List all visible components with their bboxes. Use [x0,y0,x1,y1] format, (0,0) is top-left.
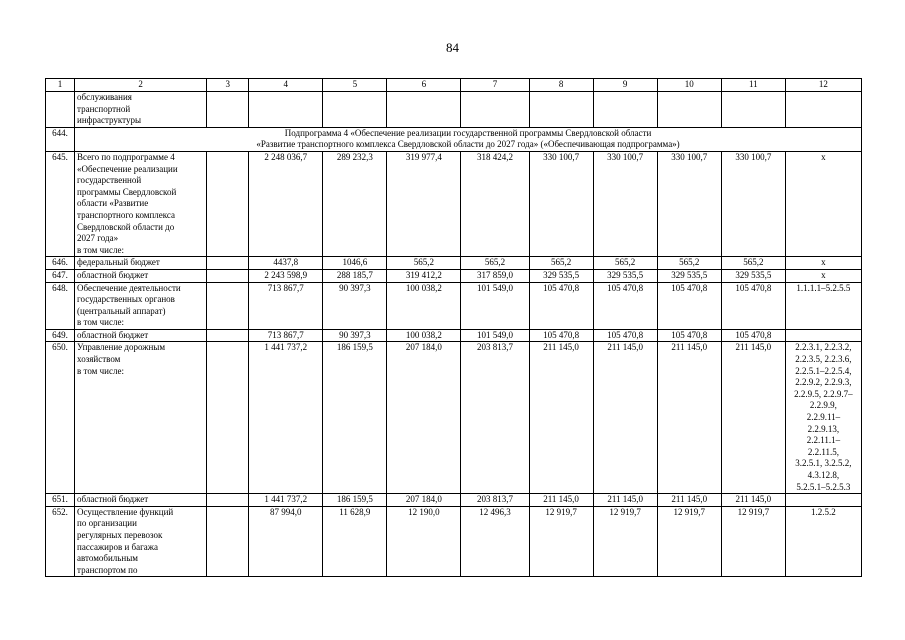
row-name-cell [75,282,207,329]
empty-cell [249,92,323,128]
column-3-cell [207,342,249,494]
column-number-header [46,79,862,92]
name-line: Свердловской области до [77,221,175,232]
table-row [46,269,862,282]
header-cell: 9 [593,79,657,92]
budget-table [45,78,862,577]
target-line: 2.2.9.5, 2.2.9.7– [794,388,853,399]
target-indicator-cell [785,329,861,342]
header-cell: 8 [529,79,593,92]
amount-cell: 330 100,7 [529,151,593,256]
name-line: областной бюджет [77,494,149,505]
amount-cell: 713 867,7 [249,329,323,342]
amount-cell: 101 549,0 [461,282,529,329]
amount-cell: 105 470,8 [593,282,657,329]
target-indicator-cell [785,282,861,329]
amount-cell: 1 441 737,2 [249,494,323,507]
target-line: 2.2.11.1– [806,435,841,446]
amount-cell: 101 549,0 [461,329,529,342]
amount-cell: 100 038,2 [387,329,461,342]
column-3-cell [207,329,249,342]
subprogram-title-line: «Развитие транспортного комплекса Свердловской области до 2027 года» («Обеспечивающая подпрограмма») [256,139,680,150]
column-3-cell [207,506,249,577]
header-cell: 4 [249,79,323,92]
target-line: 4.3.12.8, [807,470,840,480]
amount-cell: 330 100,7 [593,151,657,256]
amount-cell: 203 813,7 [461,494,529,507]
amount-cell: 105 470,8 [721,282,785,329]
amount-cell: 565,2 [721,257,785,270]
amount-cell: 211 145,0 [593,494,657,507]
target-line: 2.2.9.13, [807,423,840,434]
amount-cell: 12 919,7 [593,506,657,577]
name-line: пассажиров и багажа [77,541,159,552]
amount-cell: 330 100,7 [721,151,785,256]
amount-cell: 329 535,5 [593,269,657,282]
amount-cell: 565,2 [593,257,657,270]
amount-cell: 211 145,0 [529,494,593,507]
target-indicator-cell [785,506,861,577]
column-3-cell [207,282,249,329]
column-3-cell [207,151,249,256]
continuation-row [46,92,862,128]
name-line: программы Свердловской [77,186,177,197]
empty-cell [657,92,721,128]
table-row [46,494,862,507]
name-line: областной бюджет [77,269,149,280]
target-indicator-cell [785,269,861,282]
header-cell: 1 [46,79,75,92]
row-name-cell [75,329,207,342]
header-cell: 5 [323,79,387,92]
header-cell: 12 [785,79,861,92]
amount-cell: 329 535,5 [721,269,785,282]
row-number-cell: 649. [46,329,75,342]
subprogram-title [75,127,862,151]
row-number-cell: 647. [46,269,75,282]
empty-cell [207,92,249,128]
name-line: обслуживания [77,92,132,102]
name-line: в том числе: [77,365,124,376]
table-row [46,342,862,494]
target-line: х [821,151,826,162]
row-number-cell: 646. [46,257,75,270]
target-line: 1.2.5.2 [811,506,836,517]
target-line: 2.2.3.5, 2.2.3.6, [795,354,852,365]
amount-cell: 211 145,0 [529,342,593,494]
name-line: государственной [77,175,142,186]
amount-cell: 105 470,8 [721,329,785,342]
amount-cell: 329 535,5 [529,269,593,282]
amount-cell: 12 496,3 [461,506,529,577]
empty-cell [593,92,657,128]
target-indicator-cell [785,342,861,494]
target-line: х [821,257,826,268]
name-line: в том числе: [77,317,124,328]
target-line: 2.2.11.5, [807,446,840,457]
amount-cell: 211 145,0 [657,494,721,507]
row-name-cell [75,257,207,270]
amount-cell: 289 232,3 [323,151,387,256]
header-cell: 2 [75,79,207,92]
amount-cell: 105 470,8 [593,329,657,342]
amount-cell: 1 441 737,2 [249,342,323,494]
name-line: области «Развитие [77,198,149,209]
amount-cell: 330 100,7 [657,151,721,256]
row-name-cell [75,151,207,256]
amount-cell: 11 628,9 [323,506,387,577]
amount-cell: 12 919,7 [657,506,721,577]
amount-cell: 105 470,8 [529,282,593,329]
amount-cell: 565,2 [657,257,721,270]
name-line: Обеспечение деятельности [77,282,181,293]
row-name-cell [75,92,207,128]
empty-cell [323,92,387,128]
target-line: 3.2.5.1, 3.2.5.2, [795,458,852,469]
amount-cell: 1046,6 [323,257,387,270]
name-line: 2027 года» [77,233,119,244]
name-line: автомобильным [77,553,138,564]
amount-cell: 207 184,0 [387,494,461,507]
name-line: областной бюджет [77,329,149,340]
row-number-cell [46,92,75,128]
target-indicator-cell [785,257,861,270]
amount-cell: 329 535,5 [657,269,721,282]
amount-cell: 90 397,3 [323,329,387,342]
empty-cell [387,92,461,128]
row-name-cell [75,342,207,494]
row-number-cell: 651. [46,494,75,507]
name-line: Всего по подпрограмме 4 [77,151,175,162]
subprogram-title-line: Подпрограмма 4 «Обеспечение реализации государственной программы Свердловской области [284,127,652,138]
subprogram-title-row [46,127,862,151]
row-number-cell: 645. [46,151,75,256]
name-line: транспортом по [77,564,138,575]
target-line: 2.2.9.9, [809,400,837,411]
name-line: по организации [77,518,137,529]
amount-cell: 211 145,0 [593,342,657,494]
table-row [46,257,862,270]
row-number-cell: 650. [46,342,75,494]
header-cell: 6 [387,79,461,92]
name-line: транспортного комплекса [77,209,176,220]
header-cell: 10 [657,79,721,92]
amount-cell: 288 185,7 [323,269,387,282]
name-line: хозяйством [77,354,121,365]
target-line: 5.2.5.1–5.2.5.3 [796,481,851,492]
amount-cell: 87 994,0 [249,506,323,577]
target-line: 2.2.9.11– [806,412,841,423]
amount-cell: 12 190,0 [387,506,461,577]
target-line: 2.2.5.1–2.2.5.4, [795,365,852,376]
table-row [46,506,862,577]
name-line: транспортной [77,103,131,114]
target-line: 1.1.1.1–5.2.5.5 [796,282,851,293]
amount-cell: 318 424,2 [461,151,529,256]
row-number-cell: 652. [46,506,75,577]
amount-cell: 105 470,8 [657,282,721,329]
amount-cell: 317 859,0 [461,269,529,282]
amount-cell: 186 159,5 [323,342,387,494]
amount-cell: 105 470,8 [529,329,593,342]
name-line: государственных органов [77,294,175,305]
amount-cell: 2 243 598,9 [249,269,323,282]
name-line: Управление дорожным [77,342,166,353]
amount-cell: 319 412,2 [387,269,461,282]
row-name-cell [75,269,207,282]
amount-cell: 565,2 [461,257,529,270]
name-line: в том числе: [77,244,124,255]
column-3-cell [207,494,249,507]
amount-cell: 203 813,7 [461,342,529,494]
amount-cell: 713 867,7 [249,282,323,329]
name-line: инфраструктуры [77,115,142,126]
amount-cell: 319 977,4 [387,151,461,256]
amount-cell: 4437,8 [249,257,323,270]
empty-cell [529,92,593,128]
target-indicator-cell [785,151,861,256]
table-row [46,329,862,342]
amount-cell: 211 145,0 [721,494,785,507]
row-number-cell: 648. [46,282,75,329]
target-indicator-cell [785,494,861,507]
row-name-cell [75,506,207,577]
row-name-cell [75,494,207,507]
name-line: (центральный аппарат) [77,305,166,316]
name-line: федеральный бюджет [77,257,160,268]
amount-cell: 207 184,0 [387,342,461,494]
target-line: 2.2.3.1, 2.2.3.2, [795,342,852,353]
empty-cell [721,92,785,128]
table-row [46,282,862,329]
amount-cell: 12 919,7 [721,506,785,577]
target-line: х [821,269,826,280]
amount-cell: 211 145,0 [657,342,721,494]
page-number: 84 [446,40,459,55]
header-cell: 7 [461,79,529,92]
target-line: 2.2.9.2, 2.2.9.3, [795,377,852,388]
empty-cell [461,92,529,128]
column-3-cell [207,269,249,282]
name-line: Осуществление функций [77,506,174,517]
name-line: «Обеспечение реализации [77,163,178,174]
name-line: регулярных перевозок [77,529,163,540]
amount-cell: 100 038,2 [387,282,461,329]
empty-cell [785,92,861,128]
column-3-cell [207,257,249,270]
amount-cell: 105 470,8 [657,329,721,342]
amount-cell: 565,2 [529,257,593,270]
amount-cell: 12 919,7 [529,506,593,577]
amount-cell: 565,2 [387,257,461,270]
amount-cell: 90 397,3 [323,282,387,329]
table-row [46,151,862,256]
header-cell: 3 [207,79,249,92]
amount-cell: 186 159,5 [323,494,387,507]
amount-cell: 2 248 036,7 [249,151,323,256]
amount-cell: 211 145,0 [721,342,785,494]
header-cell: 11 [721,79,785,92]
row-number-cell: 644. [46,127,75,151]
